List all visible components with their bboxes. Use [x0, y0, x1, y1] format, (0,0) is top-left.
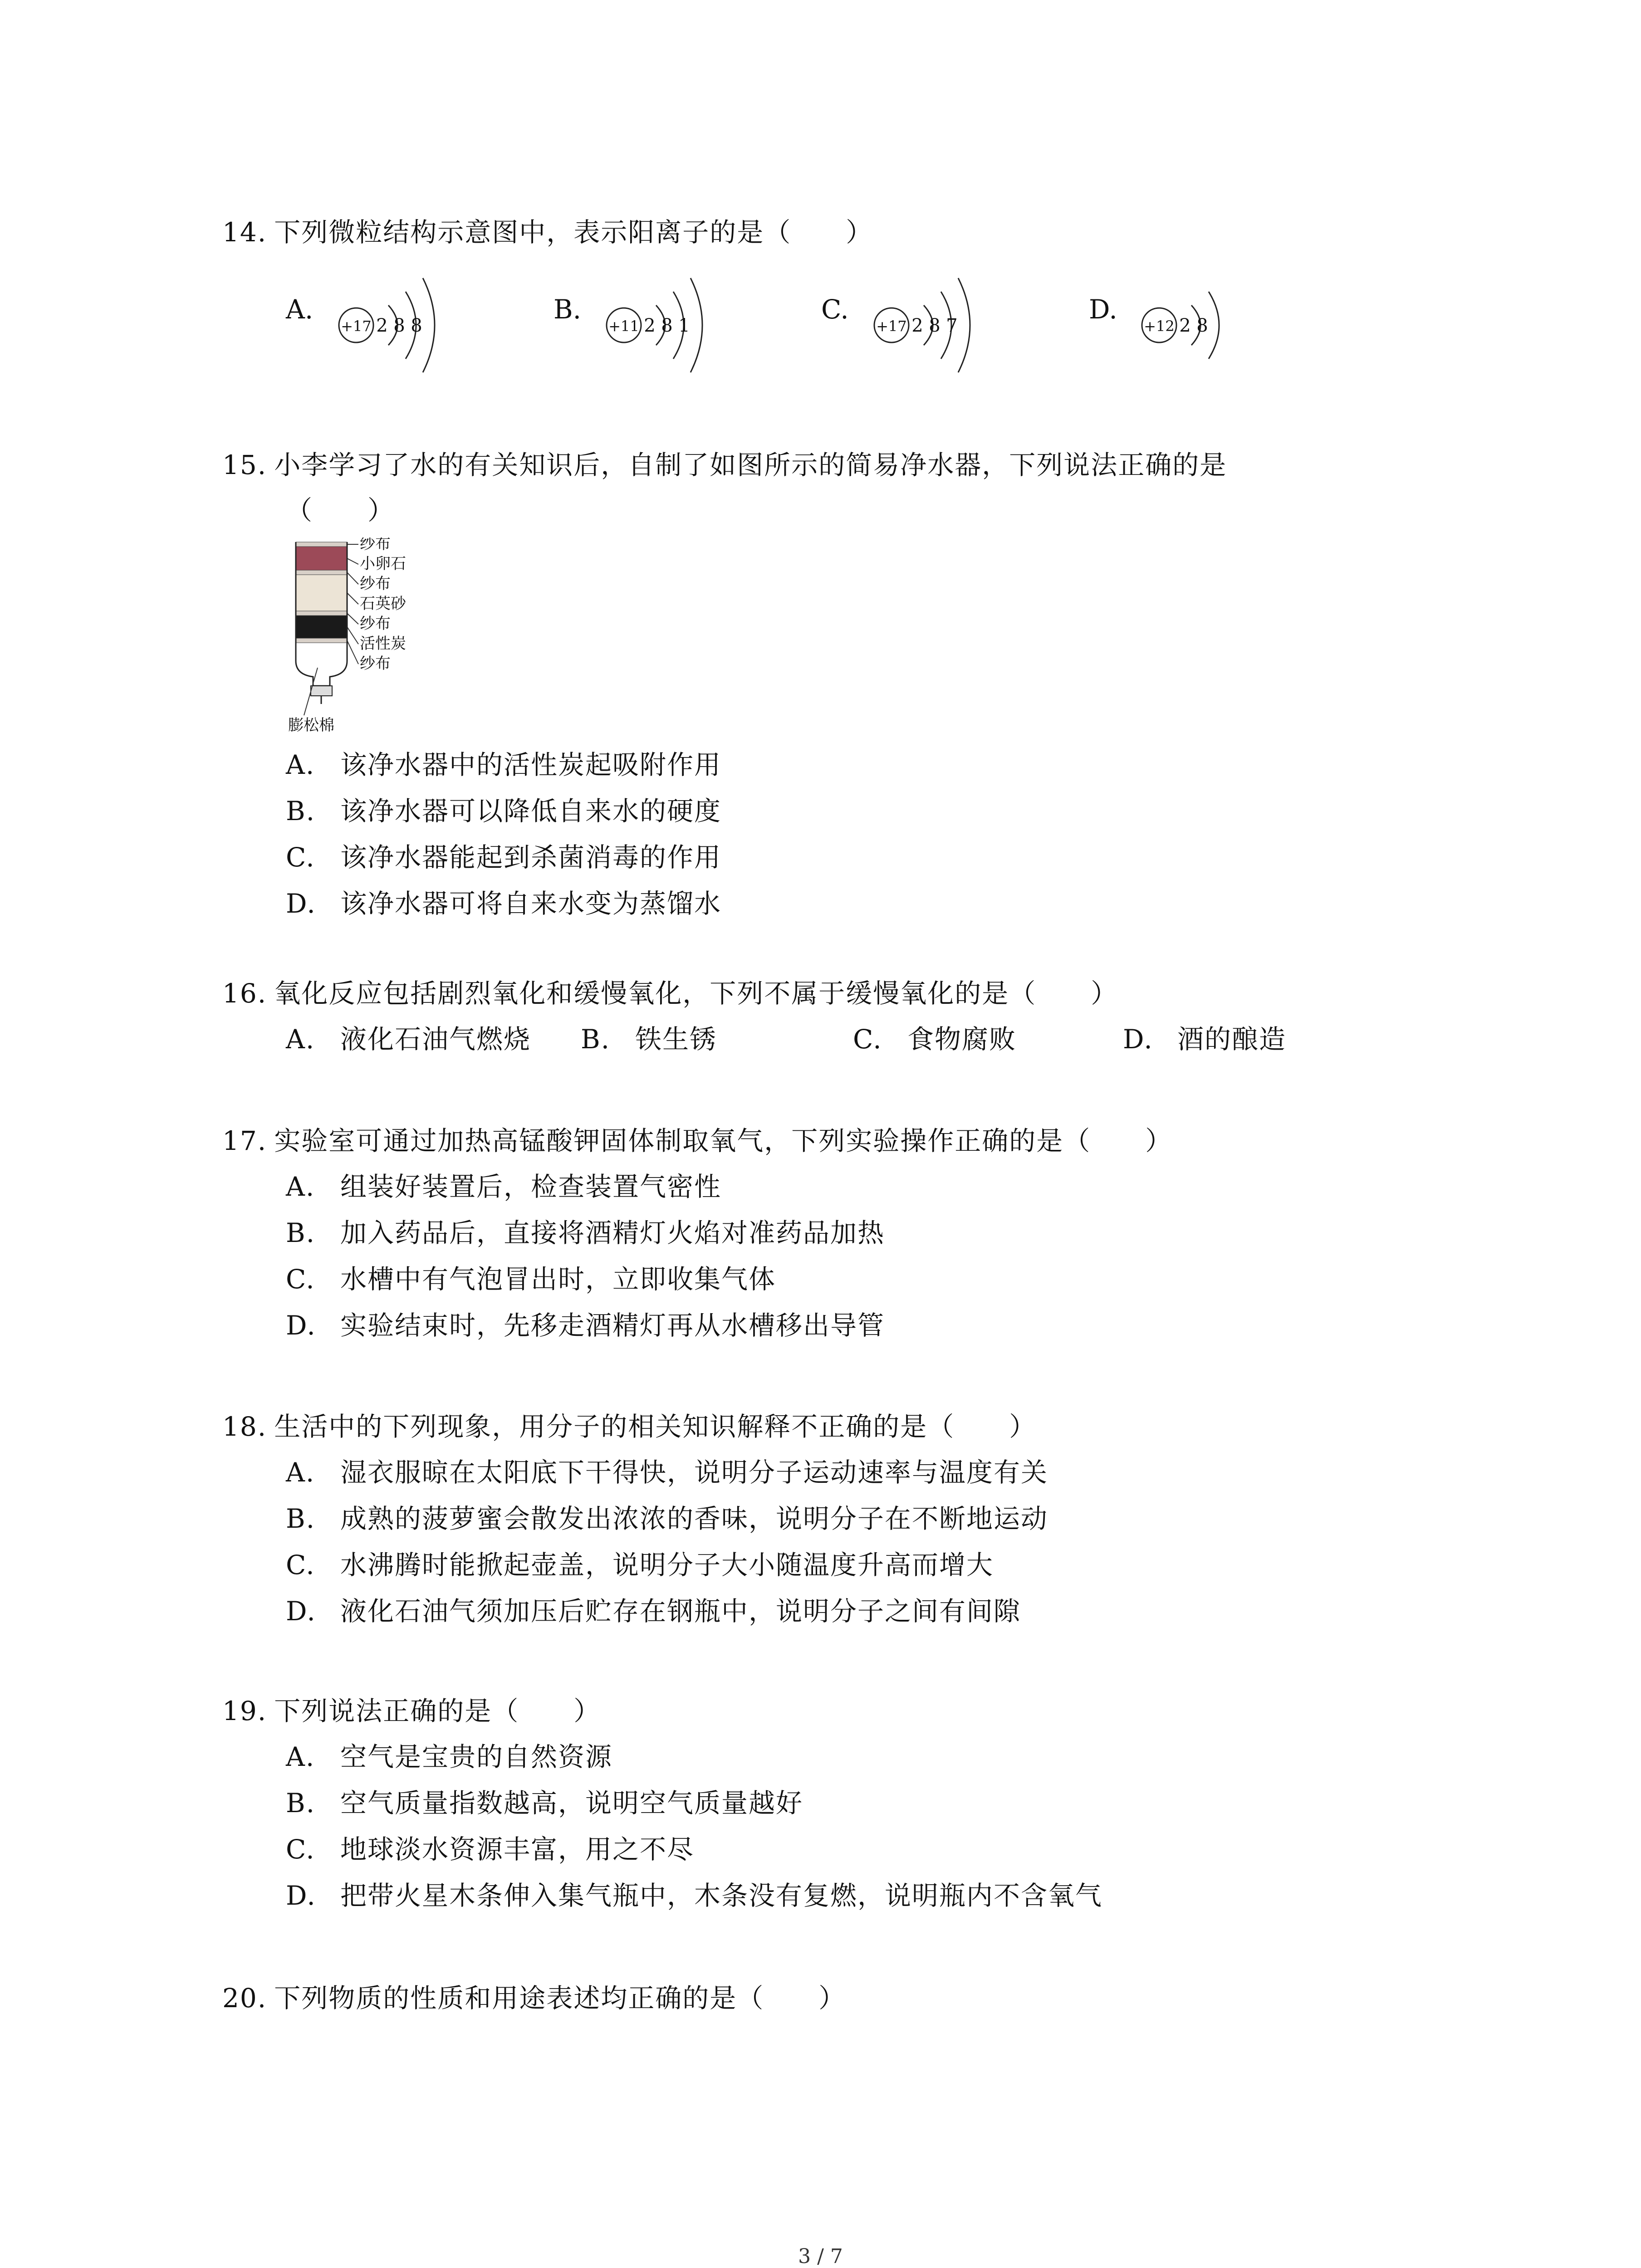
shell-electron-count: 8 [1196, 315, 1208, 336]
shell-electron-count: 8 [393, 315, 405, 336]
option-letter: D. [1123, 1024, 1153, 1055]
option-text: 成熟的菠萝蜜会散发出浓浓的香味，说明分子在不断地运动 [340, 1503, 1048, 1534]
option-d[interactable] [1123, 1016, 1286, 1062]
option-letter: D. [286, 1310, 316, 1341]
option-c[interactable] [853, 1016, 1016, 1062]
option-letter: B. [286, 1217, 316, 1248]
option-d[interactable] [1089, 273, 1298, 377]
filter-layer [296, 616, 347, 638]
option-a[interactable] [286, 742, 1447, 788]
question-text: 氧化反应包括剧烈氧化和缓慢氧化，下列不属于缓慢氧化的是（ ） [274, 978, 1118, 1009]
filter-layer [296, 542, 347, 547]
electron-shell-arc [423, 278, 435, 372]
layer-label: 纱布 [360, 538, 391, 553]
question-number: 19. [222, 1696, 267, 1726]
shell-electron-count: 8 [661, 315, 673, 336]
option-text: 液化石油气燃烧 [340, 1024, 531, 1055]
question-stem [222, 971, 1447, 1016]
question-stem [222, 1118, 1447, 1163]
option-text: 组装好装置后，检查装置气密性 [340, 1171, 722, 1202]
option-d[interactable] [286, 1302, 1447, 1349]
option-b[interactable] [286, 788, 1447, 834]
question-17 [222, 1118, 1447, 1349]
option-letter: C. [286, 1264, 315, 1295]
atom-structure-diagram [603, 273, 740, 377]
filter-layer [296, 547, 347, 570]
question-number: 15. [222, 450, 267, 480]
atom-options [222, 273, 1447, 377]
layer-label: 活性炭 [360, 635, 406, 653]
option-a[interactable] [286, 1734, 1447, 1780]
option-text: 酒的酿造 [1177, 1024, 1287, 1055]
layer-label: 纱布 [360, 615, 391, 633]
question-text: 下列说法正确的是（ ） [274, 1696, 601, 1726]
leader-line [347, 572, 358, 584]
option-c[interactable] [286, 1256, 1447, 1302]
options-list [222, 1449, 1447, 1634]
option-letter: B. [286, 796, 316, 826]
leader-line [347, 640, 358, 664]
nucleus-charge: +17 [341, 318, 372, 335]
option-a[interactable] [286, 1163, 1447, 1210]
option-a[interactable] [286, 1449, 1447, 1496]
option-b[interactable] [581, 1016, 717, 1062]
shell-electron-count: 2 [911, 315, 923, 336]
shell-electron-count: 2 [376, 315, 388, 336]
option-letter: A. [286, 749, 315, 780]
electron-shell-arc [958, 278, 970, 372]
option-text: 水槽中有气泡冒出时，立即收集气体 [340, 1264, 776, 1295]
option-letter: D. [286, 1880, 316, 1911]
question-16 [222, 971, 1447, 1062]
option-d[interactable] [286, 880, 1447, 927]
question-text: 实验室可通过加热高锰酸钾固体制取氧气，下列实验操作正确的是（ ） [274, 1125, 1173, 1156]
option-text: 该净水器可以降低自来水的硬度 [340, 796, 722, 826]
option-letter: C. [821, 294, 849, 325]
option-letter: B. [581, 1024, 611, 1055]
nucleus-charge: +17 [876, 318, 907, 335]
leader-line [347, 627, 358, 644]
nucleus-charge: +12 [1144, 318, 1175, 335]
option-c[interactable] [286, 834, 1447, 880]
filter-layer [296, 570, 347, 575]
option-text: 地球淡水资源丰富，用之不尽 [340, 1834, 695, 1865]
option-text: 湿衣服晾在太阳底下干得快，说明分子运动速率与温度有关 [340, 1457, 1048, 1488]
option-text: 加入药品后，直接将酒精灯火焰对准药品加热 [340, 1217, 885, 1248]
option-c[interactable] [286, 1542, 1447, 1588]
layer-label: 纱布 [360, 575, 391, 593]
shell-electron-count: 2 [1179, 315, 1191, 336]
option-letter: D. [1089, 294, 1117, 325]
option-text: 水沸腾时能掀起壶盖，说明分子大小随温度升高而增大 [340, 1549, 994, 1580]
option-text: 该净水器可将自来水变为蒸馏水 [340, 888, 722, 919]
option-letter: A. [286, 294, 314, 325]
option-d[interactable] [286, 1872, 1447, 1919]
layer-label: 纱布 [360, 655, 391, 673]
question-number: 18. [222, 1411, 267, 1442]
option-b[interactable] [286, 1780, 1447, 1826]
options-row [222, 1016, 1447, 1062]
option-letter: B. [554, 294, 582, 325]
water-filter-diagram [286, 538, 1447, 733]
layer-label: 小卵石 [360, 555, 406, 573]
option-letter: A. [286, 1741, 315, 1772]
option-text: 把带火星木条伸入集气瓶中，木条没有复燃，说明瓶内不含氧气 [340, 1880, 1103, 1911]
shell-electron-count: 2 [644, 315, 656, 336]
option-c[interactable] [286, 1826, 1447, 1872]
question-text: 下列物质的性质和用途表述均正确的是（ ） [274, 1983, 846, 2014]
filter-layer [296, 575, 347, 611]
question-text: 生活中的下列现象，用分子的相关知识解释不正确的是（ ） [274, 1411, 1037, 1442]
question-stem [222, 1975, 1447, 2021]
question-number: 14. [222, 217, 267, 248]
question-stem [222, 442, 1447, 488]
option-b[interactable] [286, 1210, 1447, 1256]
electron-shell-arc [1209, 292, 1219, 359]
question-number: 20. [222, 1983, 267, 2014]
option-letter: A. [286, 1024, 315, 1055]
shell-electron-count: 8 [411, 315, 422, 336]
option-text: 该净水器中的活性炭起吸附作用 [340, 749, 722, 780]
question-number: 17. [222, 1125, 267, 1156]
water-filter-illustration [286, 538, 449, 733]
question-text: 下列微粒结构示意图中，表示阳离子的是（ ） [274, 217, 873, 248]
atom-structure-diagram [336, 273, 472, 377]
answer-blank: （ ） [286, 495, 395, 526]
bottle-nozzle [311, 686, 332, 696]
option-letter: C. [286, 1549, 315, 1580]
options-list [222, 742, 1447, 927]
question-stem [222, 1688, 1447, 1734]
question-15 [222, 442, 1447, 927]
question-14 [222, 210, 1447, 377]
question-stem [222, 1404, 1447, 1449]
option-letter: D. [286, 888, 316, 919]
electron-shell-arc [691, 278, 702, 372]
question-stem [222, 210, 1447, 255]
option-a[interactable] [286, 1016, 531, 1062]
filter-layer [296, 638, 347, 643]
atom-structure-diagram [871, 273, 1007, 377]
option-letter: B. [286, 1788, 316, 1818]
leader-line [347, 558, 358, 564]
option-text: 该净水器能起到杀菌消毒的作用 [340, 842, 722, 873]
cotton-label: 膨松棉 [288, 716, 334, 733]
option-text: 空气是宝贵的自然资源 [340, 1741, 613, 1772]
leader-line [347, 593, 358, 604]
atom-structure-diagram [1139, 273, 1275, 377]
option-text: 液化石油气须加压后贮存在钢瓶中，说明分子之间有间隙 [340, 1596, 1021, 1627]
leader-line [347, 613, 358, 624]
nucleus-charge: +11 [608, 318, 639, 335]
option-text: 铁生锈 [635, 1024, 717, 1055]
question-18 [222, 1404, 1447, 1634]
shell-electron-count: 7 [946, 315, 958, 336]
layer-label: 石英砂 [360, 595, 406, 613]
question-text: 小李学习了水的有关知识后，自制了如图所示的简易净水器，下列说法正确的是 [274, 450, 1227, 480]
filter-layer [296, 611, 347, 616]
option-letter: C. [286, 842, 315, 873]
option-letter: D. [286, 1596, 316, 1627]
question-19 [222, 1688, 1447, 1919]
question-20 [222, 1975, 1447, 2021]
question-number: 16. [222, 978, 267, 1009]
option-d[interactable] [286, 1588, 1447, 1634]
option-a[interactable] [286, 273, 495, 377]
option-letter: C. [286, 1834, 315, 1865]
option-letter: C. [853, 1024, 882, 1055]
options-list [222, 1734, 1447, 1919]
option-text: 空气质量指数越高，说明空气质量越好 [340, 1788, 803, 1818]
option-b[interactable] [286, 1496, 1447, 1542]
option-letter: B. [286, 1503, 316, 1534]
option-text: 实验结束时，先移走酒精灯再从水槽移出导管 [340, 1310, 885, 1341]
page-number: 3 / 7 [798, 2245, 843, 2268]
shell-electron-count: 8 [929, 315, 941, 336]
option-text: 食物腐败 [907, 1024, 1017, 1055]
options-list [222, 1163, 1447, 1349]
option-letter: A. [286, 1171, 315, 1202]
shell-electron-count: 1 [678, 315, 690, 336]
option-c[interactable] [821, 273, 1030, 377]
option-b[interactable] [554, 273, 762, 377]
option-letter: A. [286, 1457, 315, 1488]
